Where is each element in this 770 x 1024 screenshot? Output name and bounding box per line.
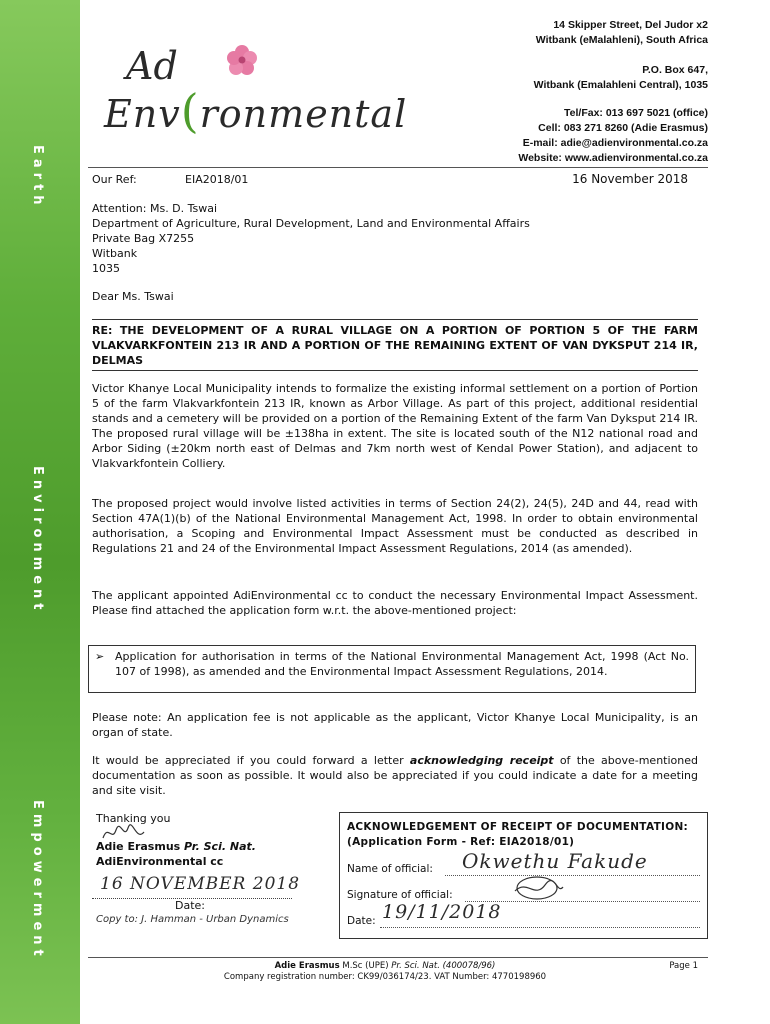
recipient-code: 1035 (92, 262, 120, 275)
paragraph-5-emphasis: acknowledging receipt (409, 754, 554, 767)
subject-heading: RE: THE DEVELOPMENT OF A RURAL VILLAGE ON A PORTION OF PORTION 5 OF THE FARM VLAKVARKFONTEIN 213 IR AND A PORTION OF THE REMAINING EXTENT OF VAN DYKSPUT 214 IR, DELMAS (92, 319, 698, 371)
footer-divider (88, 957, 708, 958)
logo-ad: Ad (126, 44, 178, 88)
bullet-arrow-icon: ➢ (95, 650, 105, 663)
recipient-town: Witbank (92, 247, 138, 260)
ack-date-value: 19/11/2018 (382, 901, 502, 923)
logo-env-start: Env (104, 92, 181, 136)
acknowledgement-box (339, 812, 708, 939)
signatory-company: AdiEnvironmental cc (96, 855, 224, 868)
side-word-earth: Earth (30, 145, 45, 210)
address-po-box: P.O. Box 647, (642, 64, 708, 76)
footer-title: Pr. Sci. Nat. (400078/96) (391, 961, 496, 971)
copy-to-line: Copy to: J. Hamman - Urban Dynamics (96, 914, 289, 925)
ack-signature-label: Signature of official: (347, 889, 453, 901)
address-street: 14 Skipper Street, Del Judor x2 (553, 19, 708, 31)
ack-title: ACKNOWLEDGEMENT OF RECEIPT OF DOCUMENTATION: (347, 821, 689, 833)
footer-name: Adie Erasmus (274, 961, 340, 971)
bullet-box (88, 645, 696, 693)
recipient-department: Department of Agriculture, Rural Development, Land and Environmental Affairs (92, 217, 530, 230)
signature-date-label: Date: (175, 899, 205, 912)
official-signature-icon (505, 873, 565, 905)
logo-stem: ( (180, 84, 200, 138)
paragraph-4: Please note: An application fee is not applicable as the applicant, Victor Khanye Local Municipality, is an organ of state. (92, 711, 698, 739)
handwritten-date: 16 NOVEMBER 2018 (100, 874, 301, 894)
side-word-empowerment: Empowerment (30, 800, 45, 961)
ack-date-line (380, 927, 700, 928)
bullet-text: Application for authorisation in terms of the National Environmental Management Act, 1998 (Act No. 107 of 1998), as amended and the Environmental Impact Assessment Regulations, 2014. (115, 650, 689, 678)
address-tel: Tel/Fax: 013 697 5021 (office) (564, 107, 708, 119)
logo-environmental (104, 84, 407, 138)
ack-date-label: Date: (347, 915, 376, 927)
address-cell: Cell: 083 271 8260 (Adie Erasmus) (538, 122, 708, 134)
ack-name-label: Name of official: (347, 863, 433, 875)
paragraph-5-end: of the above-mentioned documentation as soon as possible. It would also be appreciated if you could indicate a date for a meeting and site visit. (92, 754, 698, 797)
signatory-name-text: Adie Erasmus (96, 840, 181, 853)
address-website-link[interactable]: Website: www.adienvironmental.co.za (518, 152, 708, 164)
ack-name-line (445, 875, 700, 876)
reference-row (92, 172, 688, 188)
address-block (518, 18, 708, 166)
recipient-bag: Private Bag X7255 (92, 232, 195, 245)
paragraph-2: The proposed project would involve listed activities in terms of Section 24(2), 24(5), 24D and 44, read with Section 47A(1)(b) of the National Environmental Management Act, 1998. In order to obtain environmental authorisation, a Scoping and Environmental Impact Assessment must be conducted as described in Regulations 21 and 24 of the Environmental Impact Assessment Regulations, 2014 (as amended). (92, 497, 698, 555)
flower-icon (226, 44, 258, 76)
reference-value: EIA2018/01 (185, 173, 249, 186)
paragraph-1: Victor Khanye Local Municipality intends to formalize the existing informal settlement on a portion of Portion 5 of the farm Vlakvarkfontein 213 IR, known as Arbor Village. As part of this project, additional residential stands and a cemetery will be provided on a portion of the Remaining Extent of the farm Van Dyksput 214 IR. The proposed rural village will be ±138ha in extent. The site is located south of the N12 national road and Arbor Siding (±20km north east of Delmas and 7km north west of Kendal Power Station), and adjacent to Vlakvarkfontein Colliery. (92, 382, 698, 470)
letter-date: 16 November 2018 (572, 172, 688, 186)
logo-env-end: ronmental (199, 92, 408, 136)
reference-label: Our Ref: (92, 173, 137, 186)
address-town: Witbank (eMalahleni), South Africa (535, 34, 708, 46)
signatory-name (96, 840, 256, 853)
header-divider (88, 167, 708, 168)
closing-text: Thanking you (96, 812, 171, 825)
paragraph-5 (92, 753, 698, 798)
recipient-attention: Attention: Ms. D. Tswai (92, 202, 218, 215)
footer-registration: Company registration number: CK99/036174/23. VAT Number: 4770198960 (223, 972, 547, 982)
ack-name-value: Okwethu Fakude (462, 849, 648, 873)
address-po-town: Witbank (Emalahleni Central), 1035 (533, 79, 708, 91)
page-number: Page 1 (669, 961, 698, 971)
signatory-title: Pr. Sci. Nat. (184, 840, 256, 853)
ack-subtitle: (Application Form - Ref: EIA2018/01) (347, 836, 575, 848)
footer-credentials (0, 961, 770, 971)
side-word-environment: Environment (30, 466, 45, 615)
recipient-block (92, 201, 698, 276)
address-email-link[interactable]: E-mail: adie@adienvironmental.co.za (522, 137, 708, 149)
paragraph-3: The applicant appointed AdiEnvironmental cc to conduct the necessary Environmental Impact Assessment. Please find attached the application form w.r.t. the above-mentioned project: (92, 589, 698, 617)
salutation: Dear Ms. Tswai (92, 290, 174, 303)
paragraph-5-start: It would be appreciated if you could forward a letter (92, 754, 410, 767)
footer-degree: M.Sc (UPE) (342, 961, 389, 971)
